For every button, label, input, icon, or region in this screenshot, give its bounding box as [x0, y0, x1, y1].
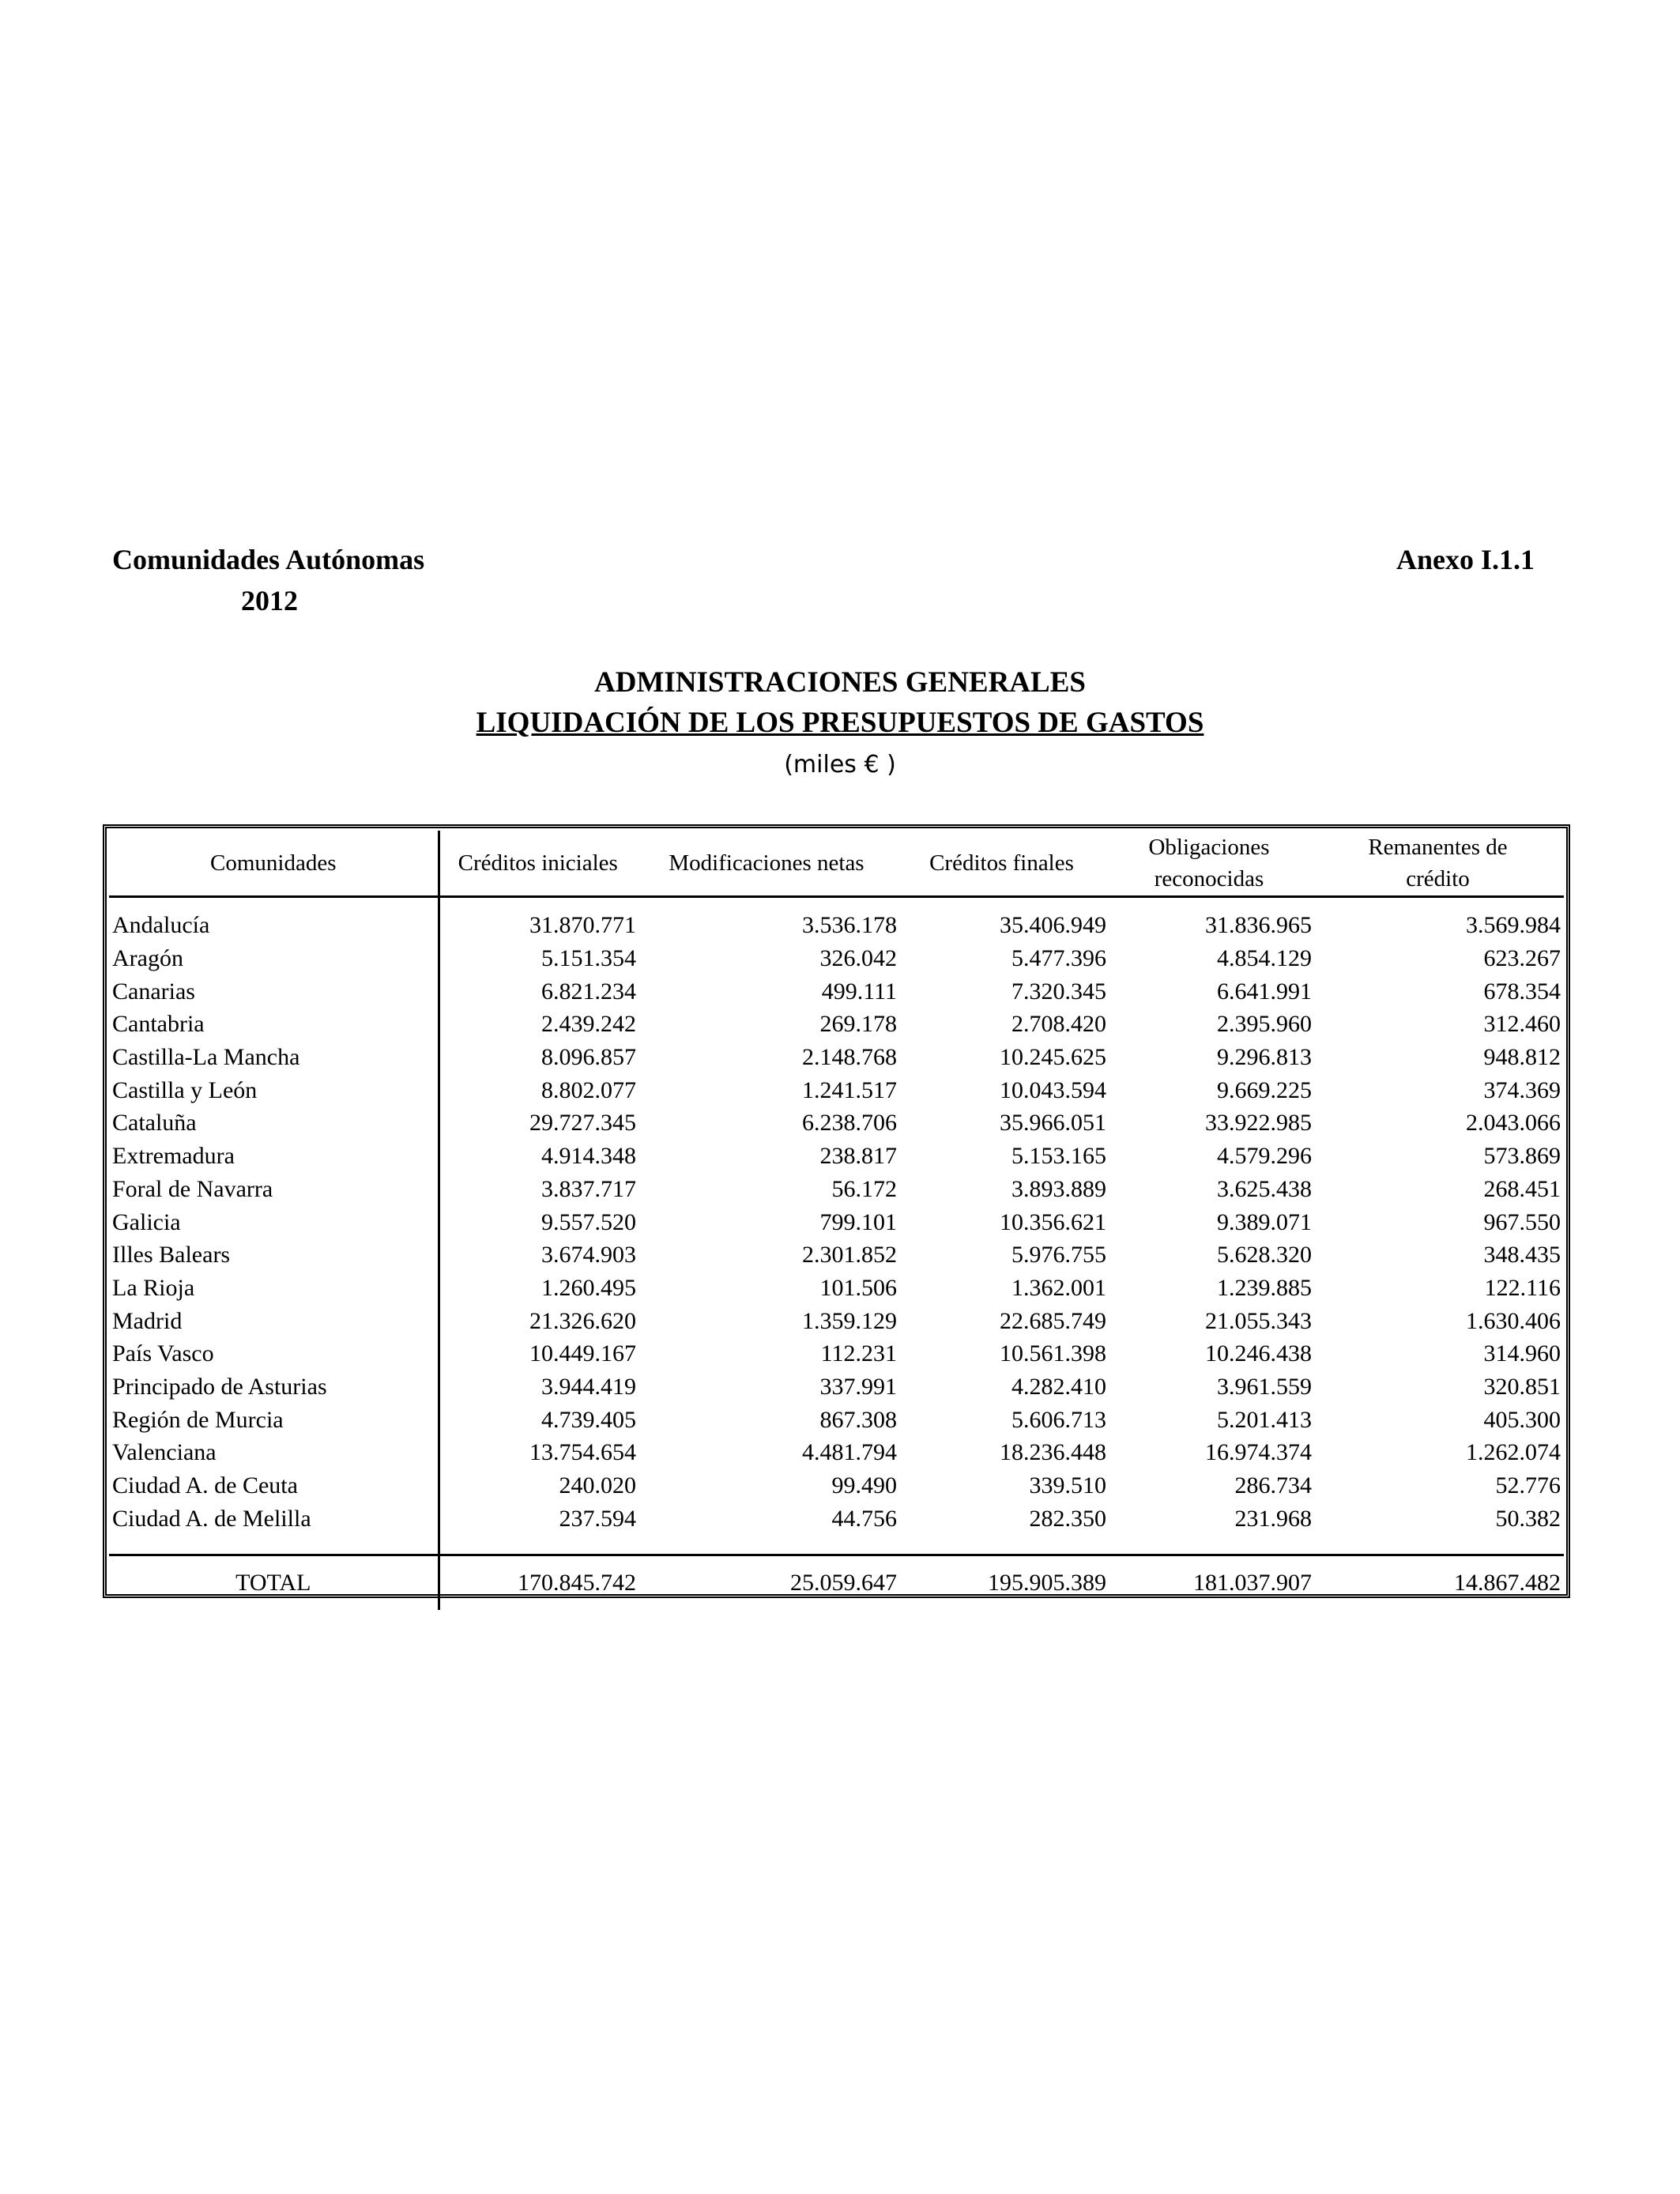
value-cell: 573.869 — [1483, 1143, 1561, 1170]
value-cell: 240.020 — [559, 1472, 636, 1499]
value-cell: 3.944.419 — [541, 1373, 636, 1400]
community-name: Castilla-La Mancha — [109, 1041, 439, 1074]
total-cell: 14.867.482 — [1312, 1555, 1564, 1611]
community-name: Extremadura — [109, 1140, 439, 1173]
total-cell: 181.037.907 — [1106, 1555, 1312, 1611]
value-cell: 2.708.420 — [1011, 1011, 1106, 1038]
community-name: Cantabria — [109, 1008, 439, 1041]
column-header-creditos-iniciales: Créditos iniciales — [439, 831, 636, 897]
value-cell: 52.776 — [1495, 1472, 1561, 1499]
value-cell: 10.561.398 — [1000, 1340, 1106, 1367]
community-name: Galicia — [109, 1205, 439, 1238]
column-header-comunidades: Comunidades — [109, 831, 439, 897]
table-footer — [109, 1555, 1564, 1611]
value-cell: 5.151.354 — [541, 945, 636, 972]
value-cell: 5.606.713 — [1011, 1406, 1106, 1433]
annex-label: Anexo I.1.1 — [1396, 544, 1535, 575]
value-cell: 44.756 — [831, 1505, 897, 1532]
value-cell: 2.439.242 — [541, 1011, 636, 1038]
value-cell: 3.536.178 — [802, 912, 897, 939]
table-row — [109, 1173, 1564, 1206]
column-header-remanentes-line2: crédito — [1406, 866, 1470, 892]
value-cell: 5.153.165 — [1011, 1143, 1106, 1170]
column-header-creditos-finales: Créditos finales — [897, 831, 1106, 897]
column-header-modificaciones-netas: Modificaciones netas — [636, 831, 897, 897]
value-cell: 799.101 — [819, 1208, 897, 1235]
value-cell: 21.326.620 — [529, 1307, 636, 1334]
total-label: TOTAL — [109, 1555, 439, 1611]
value-cell: 238.817 — [819, 1143, 897, 1170]
value-cell: 35.406.949 — [1000, 912, 1106, 939]
column-header-obligaciones-reconocidas — [1106, 831, 1312, 897]
total-cell: 195.905.389 — [897, 1555, 1106, 1611]
table-row — [109, 1041, 1564, 1074]
value-cell: 312.460 — [1483, 1011, 1561, 1038]
value-cell: 56.172 — [831, 1175, 897, 1202]
value-cell: 948.812 — [1483, 1044, 1561, 1071]
value-cell: 326.042 — [819, 945, 897, 972]
community-name: Cataluña — [109, 1106, 439, 1140]
table-row — [109, 1008, 1564, 1041]
table-row — [109, 1403, 1564, 1436]
table-row — [109, 1205, 1564, 1238]
total-cell: 170.845.742 — [439, 1555, 636, 1611]
value-cell: 8.096.857 — [541, 1044, 636, 1071]
value-cell: 867.308 — [819, 1406, 897, 1433]
value-cell: 10.043.594 — [1000, 1076, 1106, 1103]
value-cell: 21.055.343 — [1205, 1307, 1312, 1334]
community-name: La Rioja — [109, 1272, 439, 1305]
table-row — [109, 974, 1564, 1008]
value-cell: 4.579.296 — [1217, 1143, 1312, 1170]
document-header-title: Comunidades Autónomas — [112, 544, 425, 575]
value-cell: 1.630.406 — [1466, 1307, 1561, 1334]
table-row — [109, 1370, 1564, 1404]
value-cell: 1.260.495 — [541, 1274, 636, 1301]
value-cell: 31.836.965 — [1205, 912, 1312, 939]
value-cell: 3.837.717 — [541, 1175, 636, 1202]
subtitle: LIQUIDACIÓN DE LOS PRESUPUESTOS DE GASTOS — [476, 707, 1204, 739]
community-name: Madrid — [109, 1304, 439, 1337]
column-header-obligaciones-line2: reconocidas — [1154, 866, 1264, 892]
value-cell: 31.870.771 — [529, 912, 636, 939]
main-title: ADMINISTRACIONES GENERALES — [594, 666, 1086, 699]
value-cell: 33.922.985 — [1205, 1110, 1312, 1137]
value-cell: 405.300 — [1483, 1406, 1561, 1433]
document-year: 2012 — [241, 585, 298, 616]
value-cell: 101.506 — [819, 1274, 897, 1301]
value-cell: 10.356.621 — [1000, 1208, 1106, 1235]
table-row — [109, 1304, 1564, 1337]
value-cell: 5.477.396 — [1011, 945, 1106, 972]
table-row — [109, 1140, 1564, 1173]
header-row — [109, 831, 1564, 897]
value-cell: 1.362.001 — [1011, 1274, 1106, 1301]
value-cell: 348.435 — [1483, 1242, 1561, 1269]
value-cell: 337.991 — [819, 1373, 897, 1400]
value-cell: 1.239.885 — [1217, 1274, 1312, 1301]
value-cell: 1.241.517 — [802, 1076, 897, 1103]
value-cell: 22.685.749 — [1000, 1307, 1106, 1334]
value-cell: 16.974.374 — [1205, 1439, 1312, 1466]
value-cell: 10.245.625 — [1000, 1044, 1106, 1071]
column-header-obligaciones-line1: Obligaciones — [1148, 835, 1270, 860]
value-cell: 50.382 — [1495, 1505, 1561, 1532]
value-cell: 6.641.991 — [1217, 978, 1312, 1005]
value-cell: 3.569.984 — [1466, 912, 1561, 939]
community-name: Canarias — [109, 974, 439, 1008]
value-cell: 8.802.077 — [541, 1076, 636, 1103]
value-cell: 13.754.654 — [529, 1439, 636, 1466]
value-cell: 6.238.706 — [802, 1110, 897, 1137]
table-row — [109, 1469, 1564, 1502]
value-cell: 18.236.448 — [1000, 1439, 1106, 1466]
community-name: Ciudad A. de Melilla — [109, 1502, 439, 1555]
table-row — [109, 1106, 1564, 1140]
value-cell: 9.296.813 — [1217, 1044, 1312, 1071]
community-name: Ciudad A. de Ceuta — [109, 1469, 439, 1502]
community-name: Illes Balears — [109, 1238, 439, 1272]
value-cell: 10.246.438 — [1205, 1340, 1312, 1367]
value-cell: 99.490 — [831, 1472, 897, 1499]
table-row — [109, 1337, 1564, 1370]
community-name: Foral de Navarra — [109, 1173, 439, 1206]
value-cell: 339.510 — [1029, 1472, 1106, 1499]
value-cell: 3.961.559 — [1217, 1373, 1312, 1400]
value-cell: 9.669.225 — [1217, 1076, 1312, 1103]
value-cell: 2.301.852 — [802, 1242, 897, 1269]
value-cell: 10.449.167 — [529, 1340, 636, 1367]
value-cell: 6.821.234 — [541, 978, 636, 1005]
value-cell: 282.350 — [1029, 1505, 1106, 1532]
table-header — [109, 831, 1564, 897]
value-cell: 112.231 — [820, 1340, 897, 1367]
table-row — [109, 1073, 1564, 1106]
value-cell: 4.739.405 — [541, 1406, 636, 1433]
value-cell: 4.282.410 — [1011, 1373, 1106, 1400]
value-cell: 237.594 — [559, 1505, 636, 1532]
table-body — [109, 897, 1564, 1555]
value-cell: 1.262.074 — [1466, 1439, 1561, 1466]
value-cell: 268.451 — [1483, 1175, 1561, 1202]
value-cell: 5.628.320 — [1217, 1242, 1312, 1269]
community-name: País Vasco — [109, 1337, 439, 1370]
column-header-remanentes-credito — [1312, 831, 1564, 897]
units-label: (miles € ) — [784, 751, 896, 778]
value-cell: 1.359.129 — [802, 1307, 897, 1334]
total-cell: 25.059.647 — [636, 1555, 897, 1611]
value-cell: 3.625.438 — [1217, 1175, 1312, 1202]
value-cell: 9.557.520 — [541, 1208, 636, 1235]
table-row — [109, 942, 1564, 975]
value-cell: 35.966.051 — [1000, 1110, 1106, 1137]
value-cell: 269.178 — [819, 1011, 897, 1038]
value-cell: 4.481.794 — [802, 1439, 897, 1466]
community-name: Andalucía — [109, 897, 439, 942]
value-cell: 7.320.345 — [1011, 978, 1106, 1005]
value-cell: 314.960 — [1483, 1340, 1561, 1367]
total-row — [109, 1555, 1564, 1611]
value-cell: 4.914.348 — [541, 1143, 636, 1170]
value-cell: 4.854.129 — [1217, 945, 1312, 972]
table-row — [109, 1436, 1564, 1469]
value-cell: 5.976.755 — [1011, 1242, 1106, 1269]
value-cell: 374.369 — [1483, 1076, 1561, 1103]
value-cell: 122.116 — [1484, 1274, 1561, 1301]
community-name: Principado de Asturias — [109, 1370, 439, 1404]
community-name: Aragón — [109, 942, 439, 975]
table-row — [109, 1272, 1564, 1305]
value-cell: 3.893.889 — [1011, 1175, 1106, 1202]
value-cell: 967.550 — [1483, 1208, 1561, 1235]
value-cell: 2.395.960 — [1217, 1011, 1312, 1038]
value-cell: 2.148.768 — [802, 1044, 897, 1071]
value-cell: 320.851 — [1483, 1373, 1561, 1400]
community-name: Valenciana — [109, 1436, 439, 1469]
value-cell: 3.674.903 — [541, 1242, 636, 1269]
value-cell: 231.968 — [1234, 1505, 1312, 1532]
value-cell: 678.354 — [1483, 978, 1561, 1005]
value-cell: 286.734 — [1234, 1472, 1312, 1499]
value-cell: 5.201.413 — [1217, 1406, 1312, 1433]
value-cell: 499.111 — [821, 978, 897, 1005]
value-cell: 2.043.066 — [1466, 1110, 1561, 1137]
budget-table — [109, 831, 1564, 1610]
value-cell: 9.389.071 — [1217, 1208, 1312, 1235]
table-row — [109, 1502, 1564, 1555]
column-header-remanentes-line1: Remanentes de — [1368, 835, 1508, 860]
value-cell: 623.267 — [1483, 945, 1561, 972]
table-row — [109, 1238, 1564, 1272]
value-cell: 29.727.345 — [529, 1110, 636, 1137]
table-row — [109, 897, 1564, 942]
community-name: Castilla y León — [109, 1073, 439, 1106]
community-name: Región de Murcia — [109, 1403, 439, 1436]
